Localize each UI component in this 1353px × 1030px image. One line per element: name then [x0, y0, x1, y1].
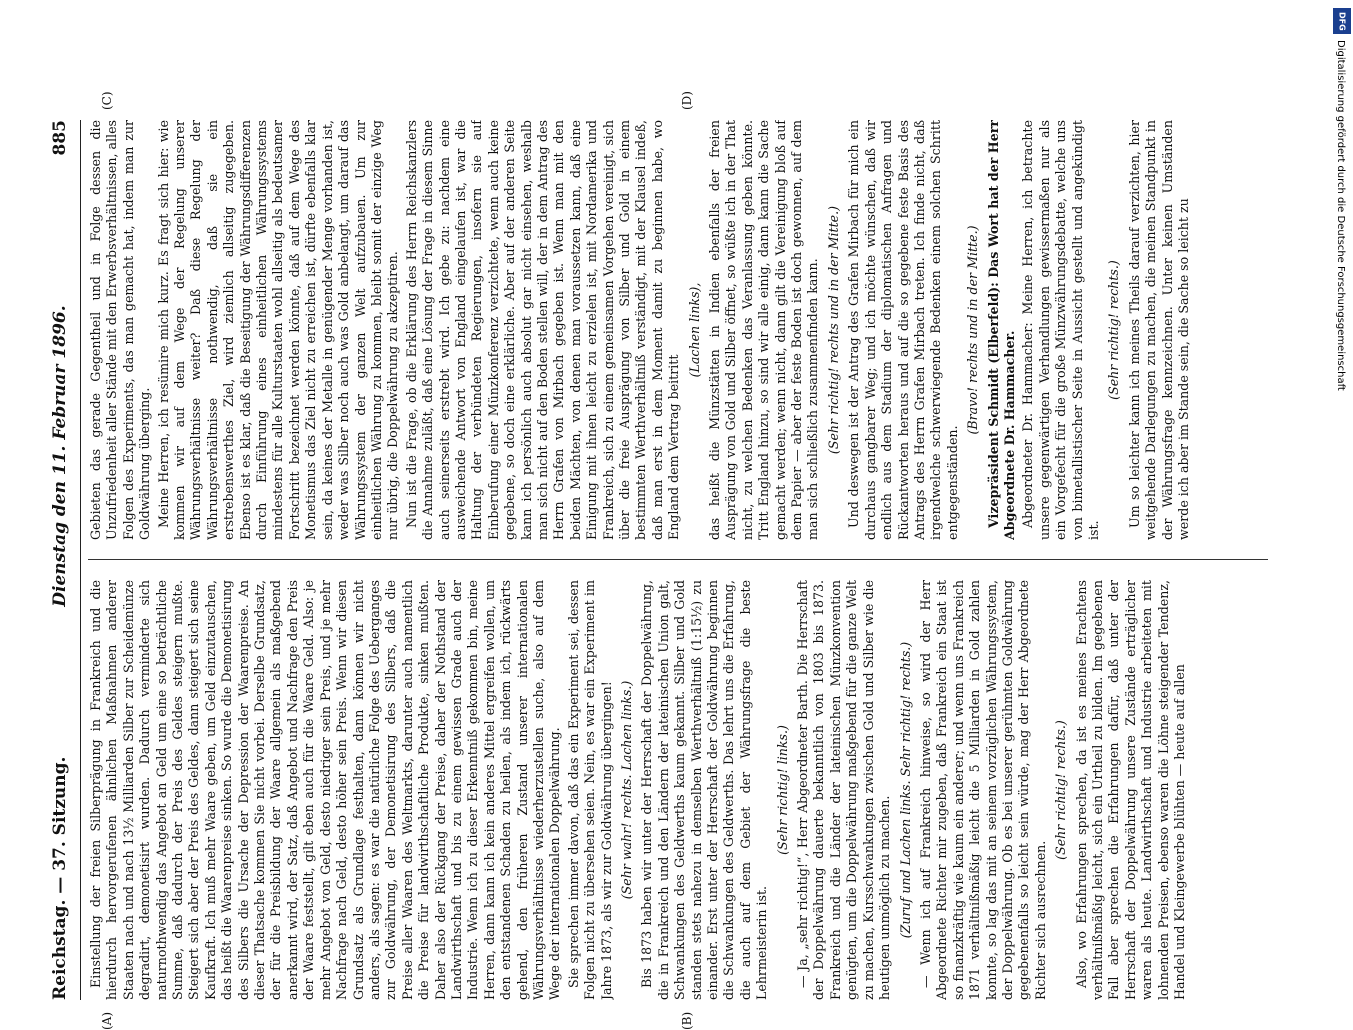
interjection: (Bravo! rechts und in der Mitte.) — [965, 225, 981, 435]
interjection: (Zuruf und Lachen links. Sehr richtig! rechts.) — [897, 641, 913, 939]
digitization-credit — [1333, 40, 1347, 660]
dfg-logo: DFG — [1333, 8, 1351, 34]
newspaper-sheet — [40, 91, 1310, 1030]
paragraph: Bis 1873 haben wir unter der Herrschaft der Doppelwährung, die in Frankreich und den Ländern der lateinischen Union galt, Schwankungen des Geldwerths kaum gekannt. Silber und Gold standen stets nahezu in demselben Werthverhältniß (1:15½) zu einander. Erst unter der Herrschaft der Goldwährung beginnen die Schwankungen des Geldwerths. Das lehrt uns die Erfahrung, die auch auf dem Gebiet der Währungsfrage die beste Lehrmeisterin ist. — [639, 580, 770, 1000]
margin-marker-c: (C) — [100, 91, 114, 110]
page-header — [40, 120, 81, 1000]
interjection: (Sehr richtig! rechts.) — [1053, 720, 1069, 860]
paragraph: das heißt die Münzstätten in Indien ebenfalls der freien Ausprägung von Gold und Silber öffnet, so wüßte ich in der That nicht, zu welchen Bedenken das Veranlassung geben könnte. Tritt England hinzu, so sind wir alle einig, dann kann die Sache gemacht werden; wenn nicht, dann gilt die Vereinigung bloß auf dem Papier — aber der feste Boden ist doch gewonnen, auf dem man sich schließlich zusammenfinden kann. — [707, 120, 821, 540]
paragraph: Einstellung der freien Silberprägung in Frankreich und die hierdurch hervorgerufenen ähnlichen Maßnahmen anderer Staaten nach und nach 13½ Milliarden Silber zur Scheidemünze degradirt, demonetisirt wurden. Dadurch verminderte sich naturnothwendig das Angebot an Geld um eine so beträchtliche Summe, daß dadurch der Preis des Geldes steigern mußte. Steigert sich aber der Preis des Geldes, dann steigert sich seine Kaufkraft. Ich muß mehr Waare geben, um Geld einzutauschen, das heißt die Waarenpreise sinken. So wurde die Demonetisirung des Silbers die Ursache der Depression der Waarenpreise. An dieser Thatsache kommen Sie nicht vorbei. Derselbe Grundsatz, der für die Preisbildung der Waare allgemein als maßgebend anerkannt wird, der Satz, daß Angebot und Nachfrage den Preis der Waare feststellt, gilt eben auch für die Waare Geld. Also: je mehr Angebot von Geld, desto niedriger sein Preis, und je mehr Nachfrage nach Geld, desto höher sein Preis. Wenn wir diesen Grundsatz als Grundlage festhalten, dann können wir nicht anders, als sagen: es war die natürliche Folge des Ueberganges zur Goldwährung, der Demonetisirung des Silbers, daß die Preise aller Waaren des Weltmarkts, darunter auch namentlich die Preise für landwirthschaftliche Produkte, sinken mußten. Daher also der Rückgang der Preise, daher der Nothstand der Landwirthschaft und bis zu einem gewissen Grade auch der Industrie. Wenn ich zu dieser Erkenntniß gekommen bin, meine Herren, dann kann ich kein anderes Mittel ergreifen wollen, um den entstandenen Schaden zu heilen, als indem ich, rückwärts gehend, den früheren Zustand unserer internationalen Währungsverhältnisse wiederherzustellen suche, also auf dem Wege der internationalen Doppelwährung. — [88, 580, 563, 1000]
paragraph: Sie sprechen immer davon, daß das ein Experiment sei, dessen Folgen nicht zu übersehen seien. Nein, es war ein Experiment im Jahre 1873, als wir zur Goldwährung übergingen! — [565, 580, 614, 1000]
paragraph: — Wenn ich auf Frankreich hinweise, so wird der Herr Abgeordnete Richter mir zugeben, daß Frankreich ein Staat ist so finanzkräftig wie kaum ein anderer; und wenn uns Frankreich 1871 verhältnißmäßig leicht die 5 Milliarden in Gold zahlen konnte, so lag das mit an seinem vorzüglichen Währungssystem, der Doppelwährung. Ob es bei unserer gerühmten Goldwährung gegebenenfalls so leicht sein würde, mag der Herr Abgeordnete Richter sich ausrechnen. — [917, 580, 1048, 1000]
column-divider — [88, 559, 1268, 560]
interjection: (Sehr richtig! rechts.) — [1106, 260, 1122, 400]
paragraph: Abgeordneter Dr. Hammacher: Meine Herren, ich betrachte unsere gegenwärtigen Verhandlungen gewissermaßen nur als ein Vorgefecht für die große Münzwährungsdebatte, welche uns von bimetallistischer Seite in Aussicht gestellt und angekündigt ist. — [1020, 120, 1101, 540]
paragraph: Nun ist die Frage, ob die Erklärung des Herrn Reichskanzlers die Annahme zuläßt, daß eine Lösung der Frage in diesem Sinne auch seinerseits erstrebt wird. Ich gebe zu: nachdem eine ausweichende Antwort von England eingelaufen ist, war die Haltung der verbündeten Regierungen, insofern sie auf Einberufung einer Münzkonferenz verzichtete, wenn auch keine gegebene, so doch eine erklärliche. Aber auf der anderen Seite kann ich persönlich auch absolut gar nicht einsehen, weshalb man sich nicht auf den Boden stellen will, der in dem Antrag des Herrn Grafen von Mirbach gegeben ist. Wenn man mit den beiden Mächten, von denen man voraussetzen kann, daß eine Einigung mit ihnen leicht zu erzielen ist, mit Nordamerika und Frankreich, sich zu einem gemeinsamen Vorgehen vereinigt, sich über die freie Ausprägung von Silber und Gold in einem bestimmten Werthverhältniß verständigt, mit der Klausel indeß, daß man erst in dem Moment damit zu beginnen habe, wo England dem Vertrag beitritt — [403, 120, 682, 540]
left-column — [88, 580, 1268, 1000]
interjection: (Lachen links), — [686, 282, 702, 378]
margin-marker-b: (B) — [680, 1011, 694, 1030]
header-date: Dienstag den 11. Februar 1896. — [50, 305, 70, 607]
digitization-credit-text: Digitalisierung gefördert durch die Deutsche Forschungsgemeinschaft — [1335, 40, 1346, 391]
right-column — [88, 120, 1268, 540]
paragraph: Gebieten das gerade Gegentheil und in Folge dessen die Unzufriedenheit aller Stände mit den Erwerbsverhältnissen, alles Folgen des Experiments, das man gemacht hat, indem man zur Goldwährung überging. — [88, 120, 153, 540]
page-number: 885 — [50, 120, 70, 156]
paragraph: Und deswegen ist der Antrag des Grafen Mirbach für mich ein durchaus gangbarer Weg; und ich möchte wünschen, daß wir endlich aus dem Stadium der diplomatischen Anfragen und Rückantworten heraus und auf die so gegebene feste Basis des Antrags des Herrn Grafen Mirbach treten. Ich finde nicht, daß irgendwelche schwerwiegende Bedenken einem solchen Schritt entgegenständen. — [846, 120, 960, 540]
speaker-line: Vizepräsident Schmidt (Elberfeld): Das Wort hat der Herr Abgeordnete Dr. Hammacher. — [985, 120, 1017, 540]
interjection: (Sehr richtig! links.) — [774, 725, 790, 855]
paragraph: Meine Herren, ich resümire mich kurz. Es fragt sich hier: wie kommen wir auf dem Wege der Regelung unserer Währungsverhältnisse weiter? Daß diese Regelung der Währungsverhältnisse nothwendig, daß sie ein erstrebenswerthes Ziel, wird ziemlich allseitig zugegeben. Ebenso ist es klar, daß die Beseitigung der Währungsdifferenzen durch Einführung eines einheitlichen Währungssystems mindestens für alle Kulturstaaten wohl allseitig als bedeutsamer Fortschritt bezeichnet werden könnte, daß auf dem Wege des Monetismus das Ziel nicht zu erreichen ist, dürfte ebenfalls klar sein, da keines der Metalle in genügender Menge vorhanden ist, weder was Silber noch auch was Gold anbelangt, um darauf das Währungssystem der ganzen Welt aufzubauen. Um zur einheitlichen Währung zu kommen, bleibt somit der einzige Weg nur übrig, die Doppelwährung zu akzeptiren. — [155, 120, 401, 540]
interjection: (Sehr richtig! rechts und in der Mitte.) — [825, 205, 841, 455]
margin-marker-d: (D) — [680, 91, 694, 110]
paragraph: Um so leichter kann ich meines Theils darauf verzichten, hier weitgehende Darlegungen zu machen, die meinen Standpunkt in der Währungsfrage kennzeichnen. Unter keinen Umständen werde ich aber im Stande sein, die Sache so leicht zu — [1126, 120, 1191, 540]
header-left: Reichstag. — 37. Sitzung. — [50, 756, 70, 1000]
paragraph: — Ja, „sehr richtig!“, Herr Abgeordneter Barth. Die Herrschaft der Doppelwährung dauerte bekanntlich von 1803 bis 1873. Frankreich und die Länder der lateinischen Münzkonvention genügten, um die Doppelwährung maßgebend für die ganze Welt zu machen, Kursschwankungen zwischen Gold und Silber wie die heutigen unmöglich zu machen. — [795, 580, 893, 1000]
margin-marker-a: (A) — [100, 1011, 114, 1030]
paragraph: Also, wo Erfahrungen sprechen, da ist es meines Erachtens verhältnißmäßig leicht, sich ein Urtheil zu bilden. Im gegebenen Fall aber sprechen die Erfahrungen dafür, daß unter der Herrschaft der Doppelwährung unsere Zustände erträglicher waren als heute. Landwirthschaft und Industrie arbeiteten mit lohnenden Preisen, ebenso waren die Löhne steigender Tendenz, Handel und Kleingewerbe blühten — heute auf allen — [1073, 580, 1187, 1000]
interjection: (Sehr wahr! rechts. Lachen links.) — [619, 680, 634, 900]
